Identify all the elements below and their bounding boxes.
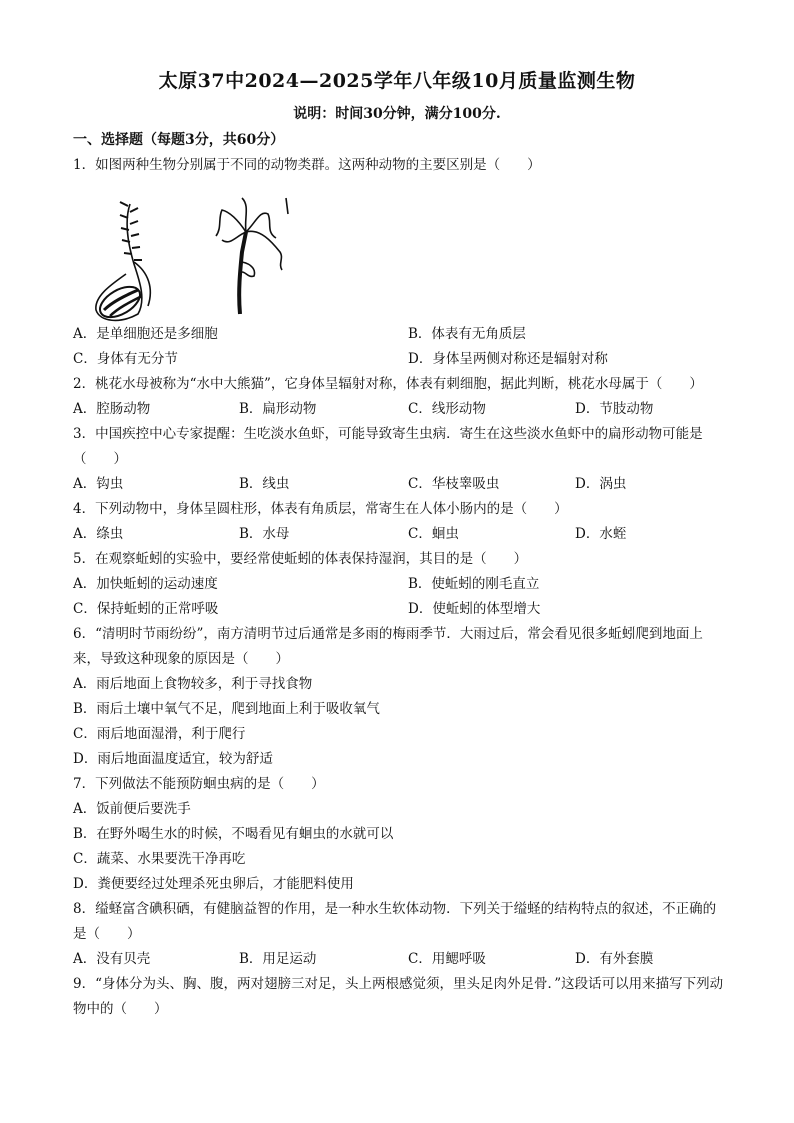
option-d[interactable]: D．粪便要经过处理杀死虫卵后，才能肥料使用 bbox=[73, 876, 354, 892]
option-b[interactable]: B．使蚯蚓的刚毛直立 bbox=[408, 576, 540, 592]
option-a[interactable]: A．加快蚯蚓的运动速度 bbox=[73, 576, 218, 592]
option-b[interactable]: B．在野外喝生水的时候，不喝看见有蛔虫的水就可以 bbox=[73, 826, 394, 842]
question-7-stem: 7．下列做法不能预防蛔虫病的是（ ） bbox=[73, 776, 325, 792]
option-c[interactable]: C．雨后地面湿滑，利于爬行 bbox=[73, 726, 246, 742]
option-b[interactable]: B．线虫 bbox=[239, 476, 290, 492]
option-d[interactable]: D．有外套膜 bbox=[575, 951, 654, 967]
question-2-options bbox=[73, 397, 733, 422]
question-8-stem: 8．缢蛏富含碘积硒，有健脑益智的作用，是一种水生软体动物．下列关于缢蛏的结构特点的叙述，不正确的是（ ） bbox=[73, 901, 717, 942]
option-b[interactable]: B．扁形动物 bbox=[239, 401, 317, 417]
question-8-options bbox=[73, 947, 733, 972]
option-b[interactable]: B．水母 bbox=[239, 526, 290, 542]
flatworm-illustration bbox=[95, 202, 150, 323]
option-c[interactable]: C．蔬菜、水果要洗干净再吃 bbox=[73, 851, 246, 867]
option-a[interactable]: A．绦虫 bbox=[73, 526, 124, 542]
option-d[interactable]: D．身体呈两侧对称还是辐射对称 bbox=[408, 351, 608, 367]
option-a[interactable]: A．是单细胞还是多细胞 bbox=[73, 326, 218, 342]
question-5-options bbox=[73, 597, 733, 622]
question-5-options bbox=[73, 572, 733, 597]
option-d[interactable]: D．节肢动物 bbox=[575, 401, 654, 417]
option-d[interactable]: D．水蛭 bbox=[575, 526, 627, 542]
option-b[interactable]: B．用足运动 bbox=[239, 951, 317, 967]
option-c[interactable]: C．用鳃呼吸 bbox=[408, 951, 486, 967]
option-b[interactable]: B．体表有无角质层 bbox=[408, 326, 526, 342]
question-4-options bbox=[73, 522, 733, 547]
question-5-stem: 5．在观察蚯蚓的实验中，要经常使蚯蚓的体表保持湿润，其目的是（ ） bbox=[73, 551, 528, 567]
question-1-figure bbox=[90, 192, 310, 324]
question-1-options bbox=[73, 347, 733, 372]
option-a[interactable]: A．腔肠动物 bbox=[73, 401, 151, 417]
option-a[interactable]: A．没有贝壳 bbox=[73, 951, 151, 967]
question-4-stem: 4．下列动物中，身体呈圆柱形，体表有角质层，常寄生在人体小肠内的是（ ） bbox=[73, 501, 568, 517]
option-c[interactable]: C．华枝睾吸虫 bbox=[408, 476, 500, 492]
option-a[interactable]: A．雨后地面上食物较多，利于寻找食物 bbox=[73, 676, 313, 692]
question-3-stem: 3．中国疾控中心专家提醒：生吃淡水鱼虾，可能导致寄生虫病．寄生在这些淡水鱼虾中的扁形动物可能是（ ） bbox=[73, 426, 703, 467]
option-c[interactable]: C．线形动物 bbox=[408, 401, 486, 417]
option-b[interactable]: B．雨后土壤中氧气不足，爬到地面上利于吸收氧气 bbox=[73, 701, 380, 717]
option-c[interactable]: C．保持蚯蚓的正常呼吸 bbox=[73, 601, 219, 617]
question-9-stem: 9．“身体分为头、胸、腹，两对翅膀三对足，头上两根感觉须，里头足肉外足骨．”这段话可以用来描写下列动物中的（ ） bbox=[73, 976, 724, 1017]
option-c[interactable]: C．身体有无分节 bbox=[73, 351, 178, 367]
question-3-options bbox=[73, 472, 733, 497]
section-heading: 一、选择题（每题3分，共60分） bbox=[73, 132, 285, 148]
option-c[interactable]: C．蛔虫 bbox=[408, 526, 459, 542]
exam-title: 太原37中2024—2025学年八年级10月质量监测生物 bbox=[158, 70, 636, 92]
question-2-stem: 2．桃花水母被称为“水中大熊猫”，它身体呈辐射对称，体表有刺细胞，据此判断，桃花水母属于（ ） bbox=[73, 376, 703, 392]
option-d[interactable]: D．涡虫 bbox=[575, 476, 627, 492]
option-d[interactable]: D．雨后地面温度适宜，较为舒适 bbox=[73, 751, 273, 767]
exam-note: 说明：时间30分钟，满分100分. bbox=[293, 106, 501, 122]
hydra-illustration bbox=[216, 198, 288, 314]
option-a[interactable]: A．钩虫 bbox=[73, 476, 124, 492]
option-d[interactable]: D．使蚯蚓的体型增大 bbox=[408, 601, 541, 617]
option-a[interactable]: A．饭前便后要洗手 bbox=[73, 801, 191, 817]
question-1-options bbox=[73, 322, 733, 347]
question-6-stem: 6．“清明时节雨纷纷”，南方清明节过后通常是多雨的梅雨季节．大雨过后，常会看见很多蚯蚓爬到地面上来，导致这种现象的原因是（ ） bbox=[73, 626, 703, 667]
question-1-stem: 1．如图两种生物分别属于不同的动物类群。这两种动物的主要区别是（ ） bbox=[73, 157, 541, 173]
